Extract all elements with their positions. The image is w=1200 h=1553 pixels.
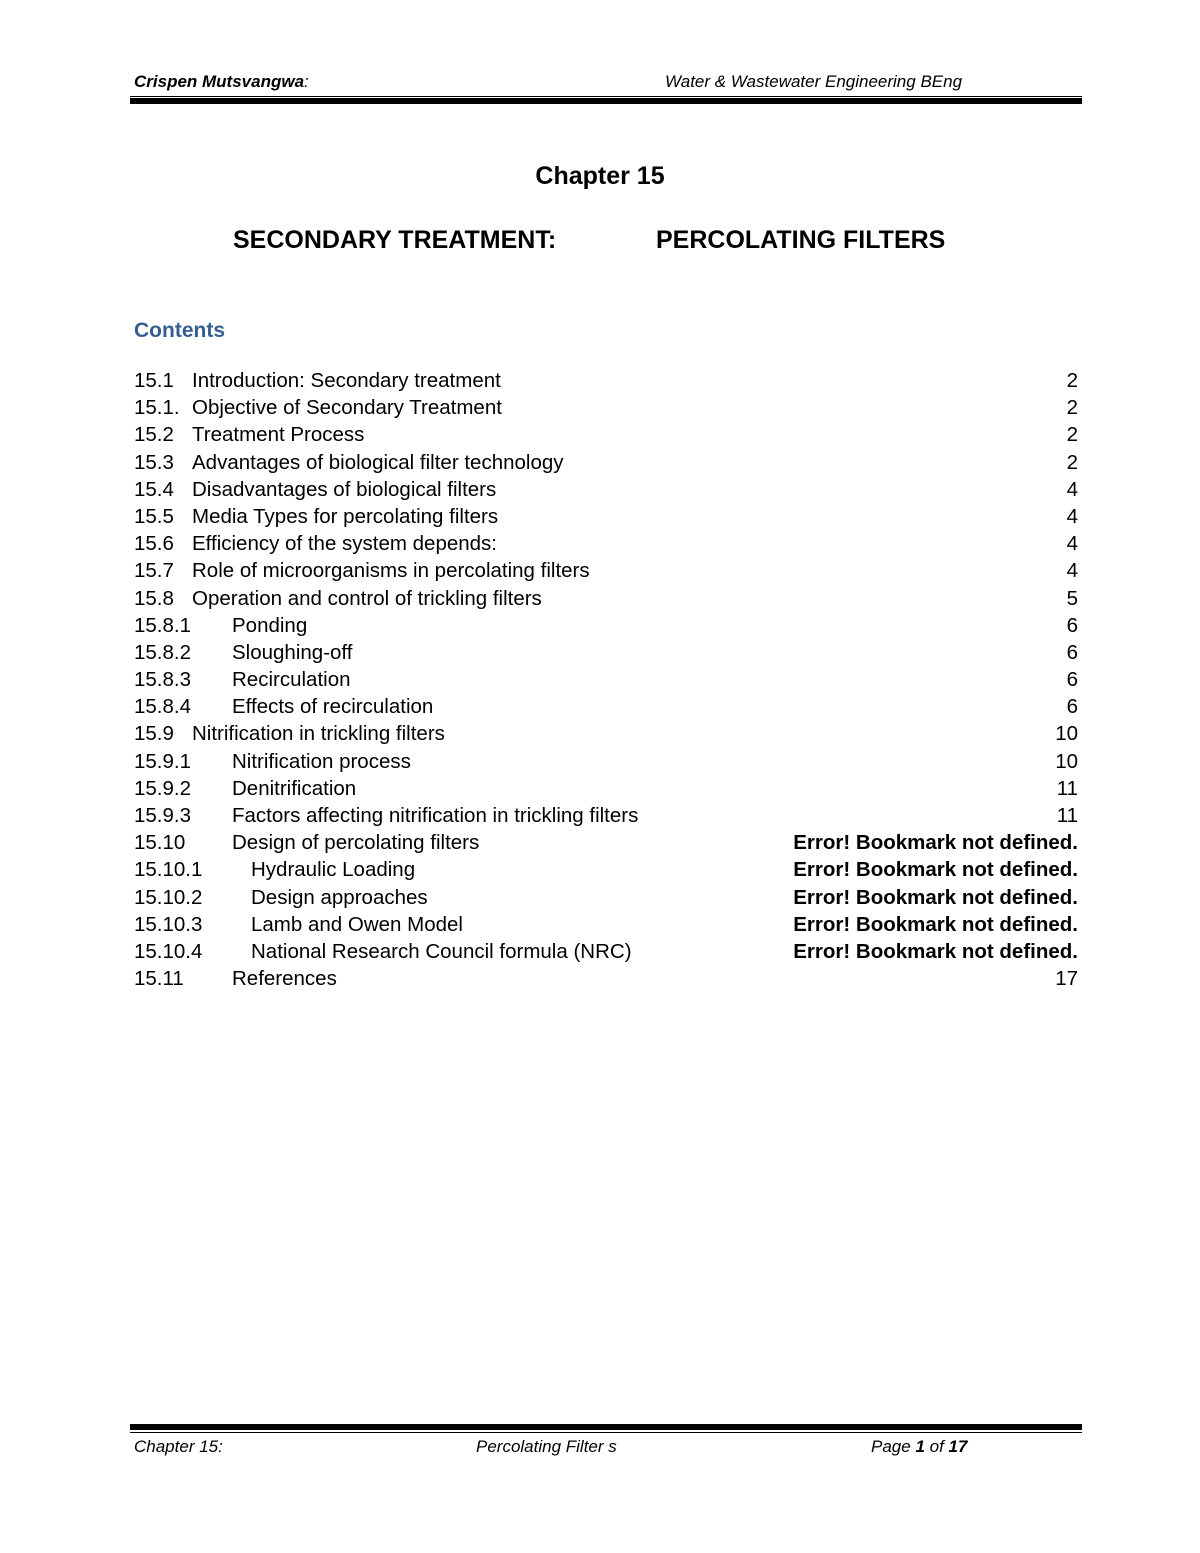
toc-entry-title: Role of microorganisms in percolating filters [192,557,592,584]
page-footer [134,1437,1082,1461]
toc-entry-number: 15.1. [134,394,180,421]
toc-entry-page: 2 [1064,421,1078,448]
toc-entry-page: 5 [1064,585,1078,612]
toc-entry-error: Error! Bookmark not defined. [788,829,1078,856]
toc-entry-page: 4 [1064,557,1078,584]
toc-entry[interactable] [134,503,1078,530]
toc-entry-title: Treatment Process [192,421,366,448]
toc-entry-number: 15.9.3 [134,802,191,829]
toc-entry-number: 15.9.2 [134,775,191,802]
contents-heading: Contents [134,319,225,342]
toc-entry-number: 15.8 [134,585,174,612]
toc-entry[interactable] [134,720,1078,747]
toc-entry-title: Hydraulic Loading [251,856,417,883]
title-percolating-filters: PERCOLATING FILTERS [656,226,946,254]
footer-chapter: Chapter 15: [134,1437,223,1456]
toc-entry-title: Efficiency of the system depends: [192,530,499,557]
toc-entry-title: References [232,965,339,992]
toc-entry-error: Error! Bookmark not defined. [788,884,1078,911]
toc-entry[interactable] [134,748,1078,775]
toc-entry-page: 6 [1064,666,1078,693]
header-author: Crispen Mutsvangwa: [134,72,309,91]
toc-entry[interactable] [134,557,1078,584]
toc-entry[interactable] [134,585,1078,612]
toc-entry-number: 15.1 [134,367,174,394]
toc-entry-page: 11 [1054,802,1078,829]
toc-entry-error: Error! Bookmark not defined. [788,938,1078,965]
toc-entry-title: Disadvantages of biological filters [192,476,498,503]
toc-entry[interactable] [134,965,1078,992]
toc-entry-error: Error! Bookmark not defined. [788,911,1078,938]
toc-entry-page: 6 [1064,639,1078,666]
toc-entry-page: 6 [1064,693,1078,720]
toc-entry-page: 2 [1064,449,1078,476]
toc-entry-number: 15.7 [134,557,174,584]
toc-entry[interactable] [134,394,1078,421]
table-of-contents [134,367,1078,992]
toc-entry-number: 15.8.1 [134,612,191,639]
toc-entry[interactable] [134,911,1078,938]
toc-entry-number: 15.4 [134,476,174,503]
toc-entry[interactable] [134,449,1078,476]
toc-entry-title: Ponding [232,612,309,639]
header-rule-thick [130,98,1082,104]
toc-entry-title: Denitrification [232,775,358,802]
toc-entry-title: Recirculation [232,666,353,693]
toc-entry[interactable] [134,367,1078,394]
toc-entry-title: Design approaches [251,884,430,911]
toc-entry-title: Nitrification in trickling filters [192,720,447,747]
toc-entry-number: 15.10 [134,829,185,856]
toc-entry[interactable] [134,612,1078,639]
toc-entry-page: 10 [1052,748,1078,775]
toc-entry[interactable] [134,530,1078,557]
toc-entry-page: 11 [1054,775,1078,802]
toc-entry-page: 2 [1064,367,1078,394]
header-course: Water & Wastewater Engineering BEng [665,72,963,91]
toc-entry-number: 15.11 [134,965,184,992]
toc-entry-number: 15.8.4 [134,693,191,720]
toc-entry-page: 17 [1052,965,1078,992]
title-secondary-treatment: SECONDARY TREATMENT: [233,226,557,254]
toc-entry-title: Factors affecting nitrification in trickling filters [232,802,640,829]
toc-entry-number: 15.5 [134,503,174,530]
footer-rule-thin [130,1432,1082,1433]
toc-entry-number: 15.6 [134,530,174,557]
chapter-label: Chapter 15 [535,162,665,190]
toc-entry[interactable] [134,421,1078,448]
toc-entry-title: Media Types for percolating filters [192,503,500,530]
toc-entry[interactable] [134,666,1078,693]
toc-entry-title: Advantages of biological filter technology [192,449,566,476]
toc-entry-title: Introduction: Secondary treatment [192,367,503,394]
toc-entry-title: Objective of Secondary Treatment [192,394,504,421]
toc-entry[interactable] [134,884,1078,911]
toc-entry-title: Sloughing-off [232,639,354,666]
toc-entry-title: Nitrification process [232,748,413,775]
toc-entry-number: 15.9 [134,720,174,747]
footer-rule-thick [130,1424,1082,1430]
toc-entry-number: 15.10.1 [134,856,202,883]
toc-entry-page: 4 [1064,476,1078,503]
toc-entry-page: 4 [1064,503,1078,530]
toc-entry-page: 10 [1052,720,1078,747]
toc-entry-title: Effects of recirculation [232,693,435,720]
toc-entry[interactable] [134,829,1078,856]
toc-entry-page: 6 [1064,612,1078,639]
toc-entry-error: Error! Bookmark not defined. [788,856,1078,883]
toc-entry[interactable] [134,802,1078,829]
footer-page-number: Page 1 of 17 [871,1437,968,1456]
toc-entry-number: 15.3 [134,449,174,476]
toc-entry-page: 2 [1064,394,1078,421]
header-rule-thin [130,96,1082,97]
toc-entry-number: 15.8.3 [134,666,191,693]
toc-entry-number: 15.8.2 [134,639,191,666]
toc-entry-number: 15.2 [134,421,174,448]
toc-entry-title: Lamb and Owen Model [251,911,465,938]
toc-entry[interactable] [134,476,1078,503]
toc-entry[interactable] [134,693,1078,720]
page-header [134,72,1082,96]
toc-entry-title: National Research Council formula (NRC) [251,938,634,965]
toc-entry-number: 15.10.4 [134,938,202,965]
toc-entry[interactable] [134,856,1078,883]
toc-entry-page: 4 [1064,530,1078,557]
toc-entry-title: Operation and control of trickling filters [192,585,544,612]
toc-entry[interactable] [134,938,1078,965]
toc-entry-number: 15.10.3 [134,911,202,938]
toc-entry[interactable] [134,639,1078,666]
toc-entry-title: Design of percolating filters [232,829,481,856]
toc-entry-number: 15.10.2 [134,884,202,911]
toc-entry-number: 15.9.1 [134,748,191,775]
toc-entry[interactable] [134,775,1078,802]
footer-title: Percolating Filter s [476,1437,617,1456]
